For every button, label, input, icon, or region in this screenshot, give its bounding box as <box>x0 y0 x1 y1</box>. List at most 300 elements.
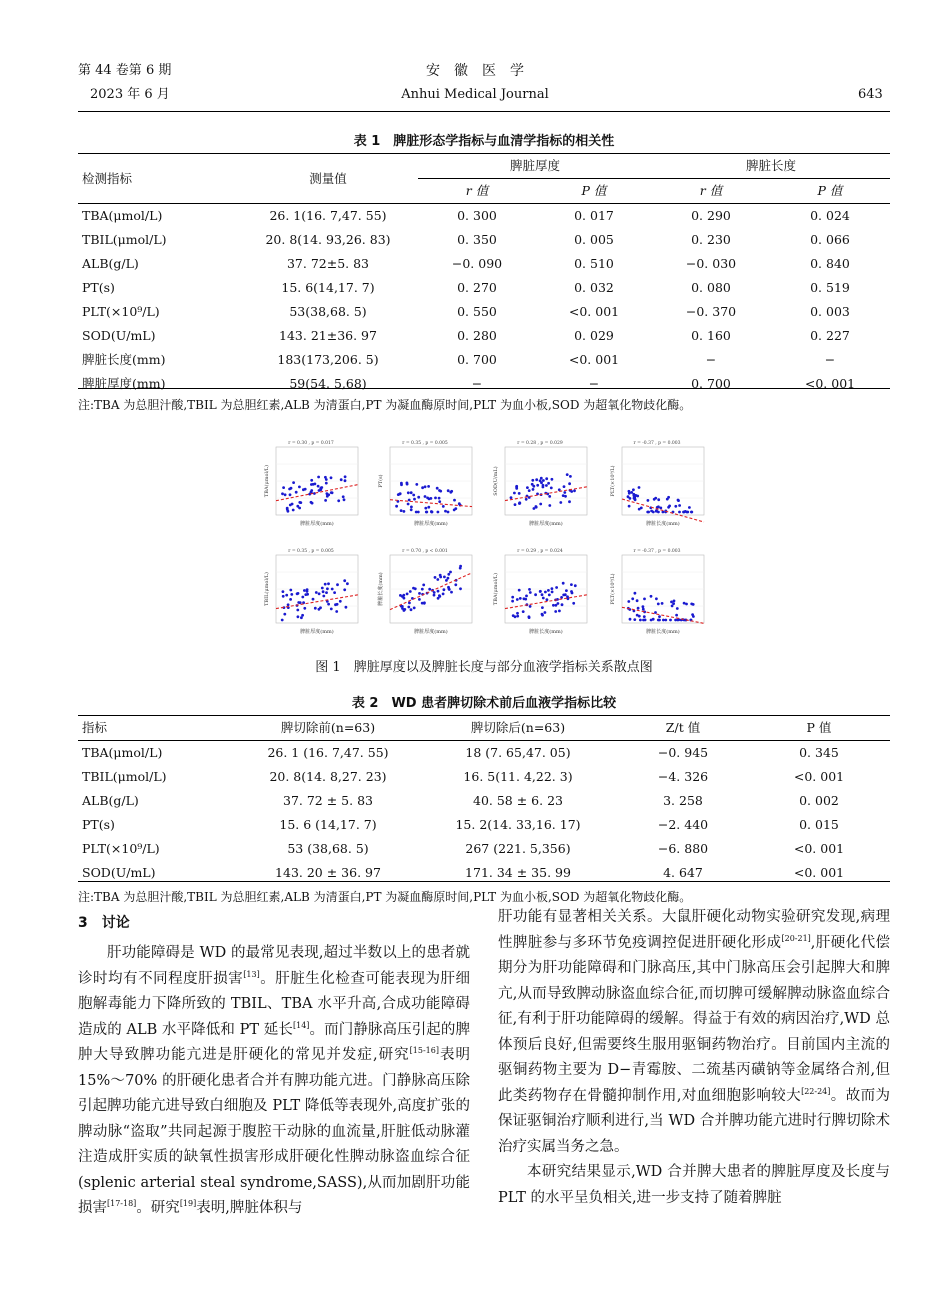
data-point <box>447 573 450 576</box>
table2-caption: 表 2 WD 患者脾切除术前后血液学指标比较 <box>351 696 617 711</box>
citation: [17-18] <box>107 1199 137 1209</box>
data-point <box>570 590 573 593</box>
data-point <box>574 584 577 587</box>
data-point <box>296 609 299 612</box>
data-point <box>525 498 528 501</box>
data-point <box>554 610 557 613</box>
data-point <box>522 610 525 613</box>
table-cell: 0. 017 <box>574 208 614 223</box>
data-point <box>671 605 674 608</box>
data-point <box>336 583 339 586</box>
data-point <box>447 586 450 589</box>
data-point <box>516 612 519 615</box>
x-axis-label: 脾脏长度(mm) <box>529 629 563 635</box>
data-point <box>442 505 445 508</box>
data-point <box>655 510 658 513</box>
data-point <box>431 511 434 514</box>
data-point <box>657 603 660 606</box>
data-point <box>662 619 665 622</box>
table-cell: 0. 700 <box>691 376 731 391</box>
data-point <box>317 485 320 488</box>
x-axis-label: 脾脏厚度(mm) <box>414 629 448 635</box>
data-point <box>529 591 532 594</box>
data-point <box>661 602 664 605</box>
data-point <box>343 579 346 582</box>
data-point <box>631 597 634 600</box>
table-cell: −0. 090 <box>451 256 503 271</box>
data-point <box>516 615 519 618</box>
data-point <box>325 478 328 481</box>
table-cell: 18 (7. 65,47. 05) <box>465 745 571 760</box>
data-point <box>330 608 333 611</box>
data-point <box>333 591 336 594</box>
data-point <box>437 597 440 600</box>
data-point <box>427 506 430 509</box>
x-axis-label: 脾脏长度(mm) <box>646 521 680 527</box>
data-point <box>627 600 630 603</box>
data-point <box>669 619 672 622</box>
data-point <box>310 479 313 482</box>
data-point <box>572 602 575 605</box>
data-point <box>532 488 535 491</box>
data-point <box>407 491 410 494</box>
data-point <box>315 591 318 594</box>
x-axis-label: 脾脏厚度(mm) <box>529 521 563 527</box>
data-point <box>510 496 513 499</box>
data-point <box>406 593 409 596</box>
data-point <box>647 511 650 514</box>
data-point <box>337 499 340 502</box>
table-cell: PLT(×10⁹/L) <box>82 304 160 319</box>
data-point <box>300 616 303 619</box>
data-point <box>657 619 660 622</box>
table-row <box>78 837 890 861</box>
data-point <box>629 497 632 500</box>
data-point <box>529 605 532 608</box>
data-point <box>453 499 456 502</box>
data-point <box>344 475 347 478</box>
data-point <box>310 489 313 492</box>
data-point <box>281 492 284 495</box>
table-cell: TBIL(μmol/L) <box>82 232 167 247</box>
data-point <box>692 615 695 618</box>
x-axis-label: 脾脏厚度(mm) <box>414 521 448 527</box>
data-point <box>314 607 317 610</box>
table-cell: PT(s) <box>82 280 115 295</box>
data-point <box>423 602 426 605</box>
table-cell: <0. 001 <box>804 376 856 391</box>
data-point <box>415 483 418 486</box>
table-row <box>78 204 890 229</box>
data-point <box>525 595 528 598</box>
table-cell: 0. 015 <box>799 817 839 832</box>
data-point <box>406 482 409 485</box>
data-point <box>282 486 285 489</box>
data-point <box>297 615 300 618</box>
data-point <box>670 601 673 604</box>
data-point <box>562 582 565 585</box>
data-point <box>673 600 676 603</box>
data-point <box>438 594 441 597</box>
data-point <box>437 590 440 593</box>
table1-header-r: r 值 <box>465 183 489 198</box>
data-point <box>282 595 285 598</box>
data-point <box>318 592 321 595</box>
journal-title-en: Anhui Medical Journal <box>401 87 549 102</box>
data-point <box>542 597 545 600</box>
table-cell: 脾脏长度(mm) <box>82 352 166 367</box>
data-point <box>326 587 329 590</box>
data-point <box>560 596 563 599</box>
table-cell: 0. 024 <box>810 208 850 223</box>
data-point <box>438 497 441 500</box>
data-point <box>427 485 430 488</box>
x-axis-label: 脾脏厚度(mm) <box>300 629 334 635</box>
data-point <box>685 603 688 606</box>
data-point <box>324 499 327 502</box>
data-point <box>643 615 646 618</box>
data-point <box>657 498 660 501</box>
data-point <box>425 511 428 514</box>
table-cell: − <box>471 376 483 391</box>
data-point <box>317 476 320 479</box>
table-cell: 171. 34 ± 35. 99 <box>465 865 571 880</box>
table-cell: 37. 72 ± 5. 83 <box>283 793 373 808</box>
data-point <box>516 598 519 601</box>
data-point <box>518 492 521 495</box>
data-point <box>658 615 661 618</box>
data-point <box>570 490 573 493</box>
data-point <box>547 482 550 485</box>
data-point <box>424 485 427 488</box>
table1-caption: 表 1 脾脏形态学指标与血清学指标的相关性 <box>353 134 615 149</box>
data-point <box>327 603 330 606</box>
data-point <box>434 576 437 579</box>
table-cell: 40. 58 ± 6. 23 <box>473 793 563 808</box>
table2-header-before: 脾切除前(n=63) <box>280 720 376 735</box>
header-rule <box>78 111 890 112</box>
y-axis-label: PT(s) <box>378 474 384 488</box>
data-point <box>676 619 679 622</box>
data-point <box>450 591 453 594</box>
scatter-panel <box>262 438 360 528</box>
data-point <box>548 594 551 597</box>
data-point <box>551 478 554 481</box>
data-point <box>443 588 446 591</box>
data-point <box>281 619 284 622</box>
data-point <box>301 596 304 599</box>
table-cell: 0. 290 <box>691 208 731 223</box>
table-cell: SOD(U/mL) <box>82 328 156 343</box>
data-point <box>688 506 691 509</box>
y-axis-label: 脾脏长度(mm) <box>378 572 384 606</box>
section-heading: 3 讨论 <box>78 915 130 931</box>
data-point <box>678 511 681 514</box>
table-cell: <0. 001 <box>793 769 845 784</box>
data-point <box>311 502 314 505</box>
citation: [15-16] <box>409 1046 439 1056</box>
data-point <box>397 493 400 496</box>
data-point <box>301 614 304 617</box>
page-number: 643 <box>858 87 883 102</box>
data-point <box>298 507 301 510</box>
data-point <box>327 493 330 496</box>
table-cell: 53 (38,68. 5) <box>287 841 369 856</box>
data-point <box>292 509 295 512</box>
x-axis-label: 脾脏厚度(mm) <box>300 521 334 527</box>
data-point <box>564 593 567 596</box>
scatter-panel <box>491 438 589 528</box>
left-column <box>78 941 470 1222</box>
data-point <box>564 495 567 498</box>
data-point <box>330 491 333 494</box>
panel-title: r = 0.35 , p = 0.005 <box>402 441 448 446</box>
table-cell: TBA(μmol/L) <box>82 208 163 223</box>
table1 <box>78 154 890 396</box>
data-point <box>569 475 572 478</box>
data-point <box>528 588 531 591</box>
paragraph: 肝功能障碍是 WD 的最常见表现,超过半数以上的患者就诊时均有不同程度肝损害[13]。肝脏生化检查可能表现为肝细胞解毒能力下降所致的 TBIL、TBA 水平升高,合成功能障碍造成的 ALB 水平降低和 PT 延长[14]。而门静脉高压引起的脾肿大导致脾功能亢进是肝硬化的常见并发症,研究[15-16]表明 15%～70% 的肝硬化患者合并有脾功能亢进。门静脉高压除引起脾功能亢进导致白细胞及 PLT 降低等表现外,高度扩张的脾动脉“盗取”共同起源于腹腔干动脉的血流量,肝脏低动脉灌注造成肝实质的缺氧性损害形成肝硬化性脾动脉盗血综合征(splenic arterial steal syndrome,SASS),从而加剧肝功能损害[17-18]。研究[19]表明,脾脏体积与 <box>78 945 471 1216</box>
data-point <box>638 615 641 618</box>
table-cell: −2. 440 <box>657 817 709 832</box>
data-point <box>558 610 561 613</box>
data-point <box>654 611 657 614</box>
data-point <box>686 511 689 514</box>
data-point <box>290 593 293 596</box>
table-row <box>78 372 890 396</box>
table2-header-indicator: 指标 <box>82 720 108 735</box>
data-point <box>573 489 576 492</box>
data-point <box>401 607 404 610</box>
data-point <box>322 590 325 593</box>
data-point <box>526 486 529 489</box>
data-point <box>303 589 306 592</box>
y-axis-label: PLT(×10⁹/L) <box>610 465 616 497</box>
data-point <box>418 592 421 595</box>
data-point <box>459 567 462 570</box>
data-point <box>559 501 562 504</box>
data-point <box>535 505 538 508</box>
table-cell: −4. 326 <box>657 769 709 784</box>
table1-header-r: r 值 <box>699 183 723 198</box>
data-point <box>343 498 346 501</box>
data-point <box>402 594 405 597</box>
journal-title-cn: 安 徽 医 学 <box>426 63 524 79</box>
data-point <box>676 607 679 610</box>
table1-header-thickness: 脾脏厚度 <box>418 154 652 179</box>
panel-title: r = 0.29 , p = 0.024 <box>517 549 563 554</box>
data-point <box>447 577 450 580</box>
data-point <box>424 495 427 498</box>
panel-title: r = -0.37 , p = 0.003 <box>633 441 681 446</box>
data-point <box>541 614 544 617</box>
data-point <box>637 607 640 610</box>
data-point <box>284 493 287 496</box>
paragraph: 本研究结果显示,WD 合并脾大患者的脾脏厚度及长度与 PLT 的水平呈负相关,进一步支持了随着脾脏 <box>498 1164 890 1206</box>
table-cell: 0. 345 <box>799 745 839 760</box>
data-point <box>304 593 307 596</box>
data-point <box>421 486 424 489</box>
table-cell: 53(38,68. 5) <box>289 304 367 319</box>
data-point <box>540 477 543 480</box>
paragraph: 肝功能有显著相关关系。大鼠肝硬化动物实验研究发现,病理性脾脏参与多环节免疫调控促进肝硬化形成[20-21],肝硬化代偿期分为肝功能障碍和门脉高压,其中门脉高压会引起脾大和脾亢,从而导致脾动脉盗血综合征,而切脾可缓解脾动脉盗血综合征,有利于肝功能障碍的缓解。得益于有效的病因治疗,WD 总体预后良好,但需要终生服用驱铜药物治疗。目前国内主流的驱铜药物主要为 D−青霉胺、二巯基丙磺钠等金属络合剂,但此类药物存在骨髓抑制作用,对血细胞影响较大[22-24]。故而为保证驱铜治疗顺利进行,当 WD 合并脾功能亢进时行脾切除术治疗实属当务之急。 <box>498 909 891 1155</box>
data-point <box>449 571 452 574</box>
data-point <box>544 611 547 614</box>
data-point <box>454 583 457 586</box>
journal-date: 2023 年 6 月 <box>90 87 170 102</box>
table-cell: 20. 8(14. 8,27. 23) <box>269 769 387 784</box>
table2-bottom-rule <box>78 881 890 882</box>
table-cell: 0. 066 <box>810 232 850 247</box>
table-cell: 15. 6(14,17. 7) <box>281 280 375 295</box>
panel-title: r = 0.70 , p < 0.001 <box>402 549 448 554</box>
data-point <box>659 507 662 510</box>
data-point <box>344 479 347 482</box>
table-cell: 0. 270 <box>457 280 497 295</box>
data-point <box>444 510 447 513</box>
data-point <box>652 511 655 514</box>
data-point <box>633 497 636 500</box>
data-point <box>675 614 678 617</box>
table-cell: TBA(μmol/L) <box>82 745 163 760</box>
data-point <box>552 604 555 607</box>
table-cell: 59(54. 5,68) <box>289 376 367 391</box>
data-point <box>318 608 321 611</box>
data-point <box>319 488 322 491</box>
table-cell: 267 (221. 5,356) <box>465 841 571 856</box>
data-point <box>533 507 536 510</box>
scatter-panel <box>376 438 474 528</box>
table-cell: 0. 280 <box>457 328 497 343</box>
data-point <box>541 593 544 596</box>
data-point <box>403 510 406 513</box>
table-cell: PLT(×10⁹/L) <box>82 841 160 856</box>
y-axis-label: TBA(μmol/L) <box>493 572 499 606</box>
table-cell: 16. 5(11. 4,22. 3) <box>463 769 573 784</box>
data-point <box>339 600 342 603</box>
table-row <box>78 300 890 324</box>
data-point <box>447 511 450 514</box>
table1-header-p: P 值 <box>817 183 843 198</box>
data-point <box>289 493 292 496</box>
data-point <box>568 500 571 503</box>
x-axis-label: 脾脏长度(mm) <box>646 629 680 635</box>
table-cell: 脾脏厚度(mm) <box>82 376 166 391</box>
table-cell: −0. 030 <box>685 256 737 271</box>
table-cell: 0. 300 <box>457 208 497 223</box>
data-point <box>655 597 658 600</box>
data-point <box>511 596 514 599</box>
data-point <box>412 494 415 497</box>
table-cell: 183(173,206. 5) <box>277 352 379 367</box>
data-point <box>415 511 418 514</box>
data-point <box>421 588 424 591</box>
table-cell: 37. 72±5. 83 <box>286 256 370 271</box>
data-point <box>541 606 544 609</box>
data-point <box>324 583 327 586</box>
table1-header-measure: 测量值 <box>309 170 347 186</box>
data-point <box>443 576 446 579</box>
data-point <box>540 481 543 484</box>
data-point <box>546 598 549 601</box>
data-point <box>690 511 693 514</box>
data-point <box>436 578 439 581</box>
table-row <box>78 789 890 813</box>
table-cell: −6. 880 <box>657 841 709 856</box>
data-point <box>285 594 288 597</box>
scatter-panel <box>608 546 706 636</box>
table-cell: 0. 029 <box>574 328 614 343</box>
data-point <box>336 603 339 606</box>
table-cell: PT(s) <box>82 817 115 832</box>
data-point <box>515 485 518 488</box>
data-point <box>442 593 445 596</box>
panel-title: r = 0.28 , p = 0.029 <box>517 441 563 446</box>
data-point <box>667 506 670 509</box>
data-point <box>340 478 343 481</box>
table-cell: 0. 003 <box>810 304 850 319</box>
table2-header-after: 脾切除后(n=63) <box>470 720 566 735</box>
table-cell: 0. 510 <box>574 256 614 271</box>
table-cell: 3. 258 <box>663 793 703 808</box>
data-point <box>653 498 656 501</box>
table-cell: 0. 350 <box>457 232 497 247</box>
table-cell: ALB(g/L) <box>82 793 139 808</box>
data-point <box>555 604 558 607</box>
data-point <box>424 507 427 510</box>
data-point <box>555 586 558 589</box>
data-point <box>531 483 534 486</box>
data-point <box>677 499 680 502</box>
figure1-caption: 图 1 脾脏厚度以及脾脏长度与部分血液学指标关系散点图 <box>315 660 653 675</box>
data-point <box>544 591 547 594</box>
data-point <box>303 607 306 610</box>
data-point <box>551 591 554 594</box>
data-point <box>642 608 645 611</box>
data-point <box>630 491 633 494</box>
table2 <box>78 716 890 885</box>
table-cell: ALB(g/L) <box>82 256 139 271</box>
table-cell: −0. 945 <box>657 745 709 760</box>
data-point <box>290 487 293 490</box>
data-point <box>568 482 571 485</box>
data-point <box>408 602 411 605</box>
table-cell: 26. 1(16. 7,47. 55) <box>269 208 387 223</box>
data-point <box>325 591 328 594</box>
table-cell: − <box>824 352 836 367</box>
data-point <box>565 589 568 592</box>
data-point <box>330 476 333 479</box>
table1-header-length: 脾脏长度 <box>652 154 890 179</box>
data-point <box>409 590 412 593</box>
data-point <box>445 579 448 582</box>
data-point <box>410 506 413 509</box>
table-cell: 143. 20 ± 36. 97 <box>275 865 381 880</box>
citation: [19] <box>179 1199 197 1209</box>
data-point <box>434 497 437 500</box>
data-point <box>514 615 517 618</box>
data-point <box>563 491 566 494</box>
data-point <box>407 503 410 506</box>
data-point <box>342 495 345 498</box>
table1-header-indicator: 检测指标 <box>82 170 133 186</box>
data-point <box>321 587 324 590</box>
table-cell: 0. 005 <box>574 232 614 247</box>
table-cell: 0. 700 <box>457 352 497 367</box>
panel-title: r = 0.35 , p = 0.005 <box>288 549 334 554</box>
data-point <box>539 503 542 506</box>
data-point <box>545 484 548 487</box>
